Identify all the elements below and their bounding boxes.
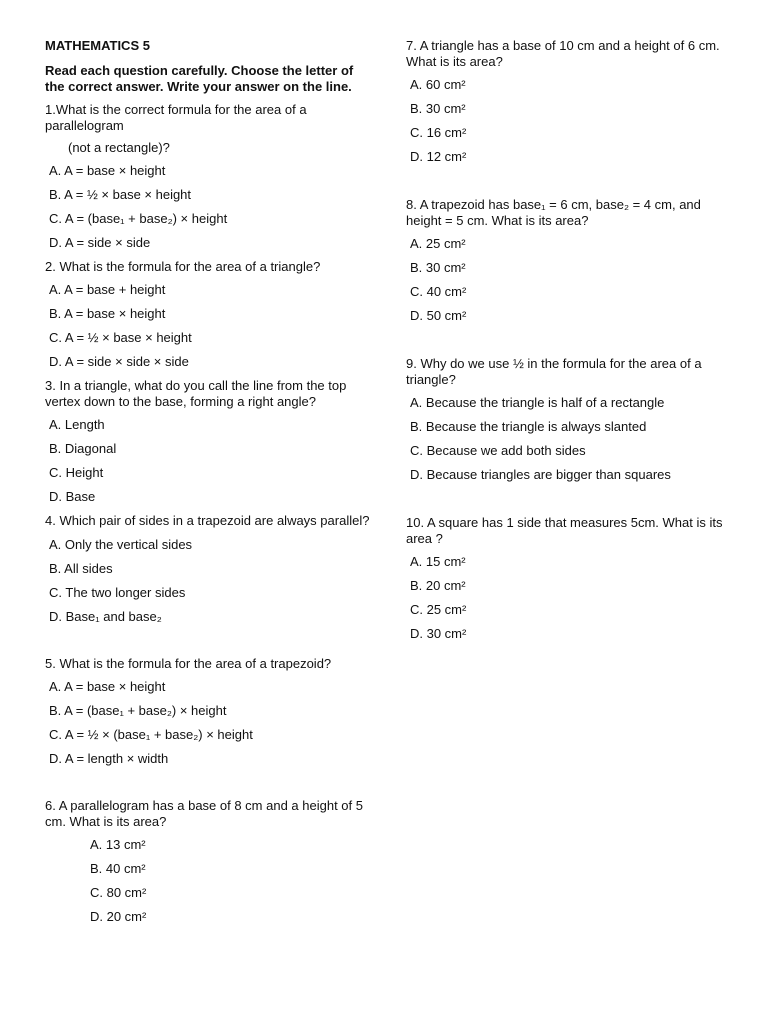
option-d: D. 50 cm² — [410, 308, 467, 323]
question-text: 1.What is the correct formula for the area of a parallelogram — [45, 102, 307, 133]
question-text: 9. Why do we use ½ in the formula for the area of a triangle? — [406, 356, 702, 387]
question-text: 4. Which pair of sides in a trapezoid are always parallel? — [45, 513, 370, 528]
option-list — [406, 554, 736, 642]
option-a: A. A = base + height — [49, 282, 166, 297]
option-c: C. Height — [49, 465, 104, 480]
question-text: 7. A triangle has a base of 10 cm and a height of 6 cm. What is its area? — [406, 38, 720, 69]
option-d: D. Because triangles are bigger than squares — [410, 467, 671, 482]
option-b: B. Because the triangle is always slanted — [410, 419, 647, 434]
option-d: D. A = length × width — [49, 751, 169, 766]
option-d: D. 20 cm² — [90, 909, 147, 924]
option-a: A. Length — [49, 417, 105, 432]
option-a: A. A = base × height — [49, 679, 166, 694]
option-list — [45, 282, 375, 370]
question-text: 3. In a triangle, what do you call the line from the top vertex down to the base, forming a right angle? — [45, 378, 347, 409]
option-b: B. A = base × height — [49, 306, 166, 321]
option-b: B. 40 cm² — [90, 861, 146, 876]
question-10 — [406, 515, 736, 642]
question-text: 2. What is the formula for the area of a triangle? — [45, 258, 321, 274]
option-d: D. Base — [49, 489, 96, 504]
option-b: B. 30 cm² — [410, 260, 466, 275]
question-2 — [45, 259, 375, 371]
question-text: 8. A trapezoid has base₁ = 6 cm, base₂ = 4 cm, and height = 5 cm. What is its area? — [406, 197, 701, 228]
option-d: D. 12 cm² — [410, 149, 467, 164]
option-c: C. 80 cm² — [90, 885, 147, 900]
option-list — [406, 395, 736, 483]
question-4 — [45, 513, 375, 625]
question-9 — [406, 356, 736, 483]
option-a: A. A = base × height — [49, 162, 166, 178]
option-c: C. 16 cm² — [410, 125, 467, 140]
option-b: B. A = (base₁ + base₂) × height — [49, 703, 227, 718]
option-c: C. Because we add both sides — [410, 443, 586, 458]
option-list — [406, 236, 736, 324]
option-c: C. The two longer sides — [49, 584, 186, 600]
question-1 — [45, 102, 375, 251]
option-list — [45, 837, 375, 925]
option-a: A. Because the triangle is half of a rectangle — [410, 395, 665, 410]
option-list — [45, 163, 375, 251]
question-text-continued: (not a rectangle)? — [68, 140, 170, 155]
option-list — [45, 537, 375, 625]
question-text: 5. What is the formula for the area of a trapezoid? — [45, 655, 332, 671]
question-text: 6. A parallelogram has a base of 8 cm and a height of 5 cm. What is its area? — [45, 798, 363, 829]
option-c: C. 25 cm² — [410, 602, 467, 617]
option-list — [45, 417, 375, 505]
option-list — [406, 77, 736, 165]
option-b: B. 30 cm² — [410, 101, 466, 116]
option-b: B. A = ½ × base × height — [49, 186, 192, 202]
option-b: B. 20 cm² — [410, 578, 466, 593]
option-b: B. All sides — [49, 560, 113, 576]
option-c: C. A = ½ × (base₁ + base₂) × height — [49, 727, 253, 742]
question-7 — [406, 38, 736, 165]
option-c: C. A = ½ × base × height — [49, 330, 192, 345]
option-d: D. A = side × side — [49, 234, 151, 250]
option-c: C. A = (base₁ + base₂) × height — [49, 210, 228, 226]
left-column — [45, 38, 375, 925]
question-text: 10. A square has 1 side that measures 5cm. What is its area ? — [406, 515, 723, 546]
question-8 — [406, 197, 736, 324]
option-a: A. 25 cm² — [410, 236, 466, 251]
option-a: A. 60 cm² — [410, 77, 466, 92]
question-6 — [45, 798, 375, 925]
question-3 — [45, 378, 375, 505]
option-d: D. A = side × side × side — [49, 354, 189, 369]
question-5 — [45, 656, 375, 768]
option-a: A. 13 cm² — [90, 837, 146, 852]
option-b: B. Diagonal — [49, 441, 117, 456]
right-column — [406, 38, 736, 642]
option-d: D. 30 cm² — [410, 626, 467, 641]
page-title: MATHEMATICS 5 — [45, 38, 150, 53]
option-d: D. Base₁ and base₂ — [49, 608, 162, 624]
option-list — [45, 679, 375, 767]
option-a: A. Only the vertical sides — [49, 536, 193, 552]
option-a: A. 15 cm² — [410, 554, 466, 569]
instructions: Read each question carefully. Choose the letter of the correct answer. Write your answer on the line. — [45, 63, 354, 94]
option-c: C. 40 cm² — [410, 284, 467, 299]
